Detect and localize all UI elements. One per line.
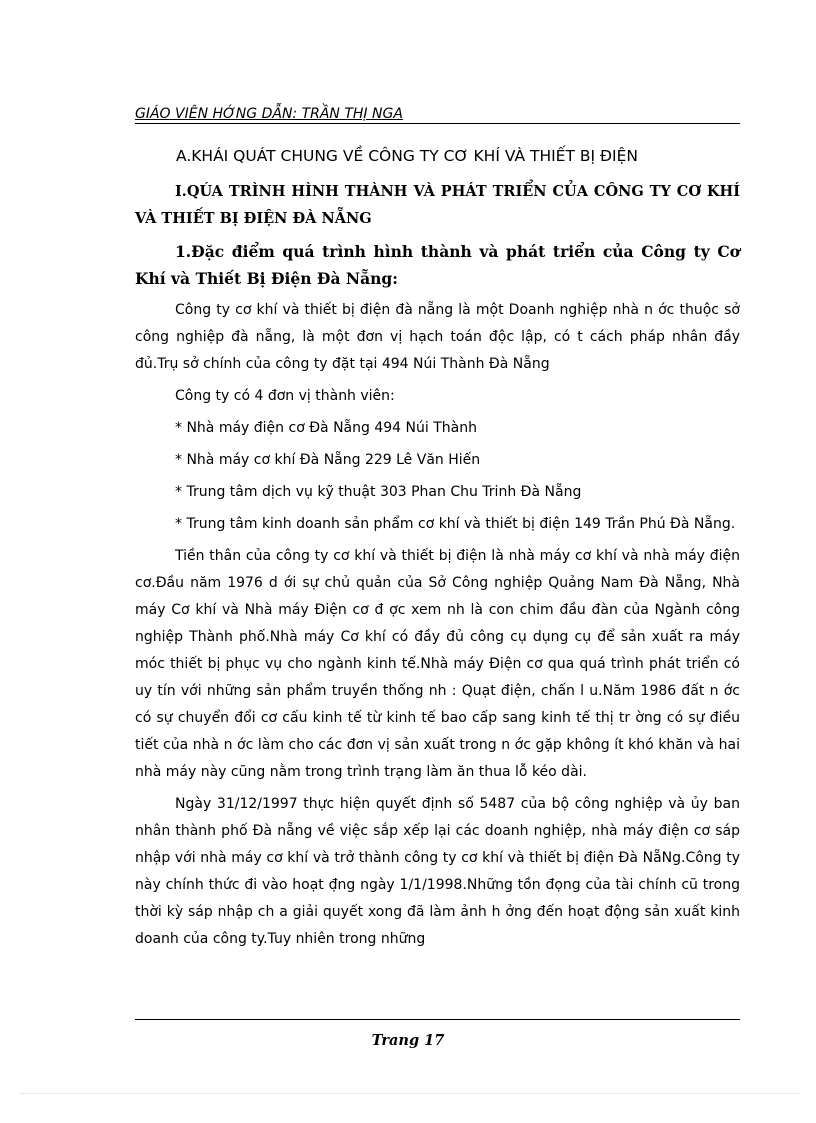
- list-item-member: * Trung tâm dịch vụ kỹ thuật 303 Phan Chu Trinh Đà Nẵng: [175, 484, 582, 500]
- list-item-member: * Nhà máy cơ khí Đà Nẵng 229 Lê Văn Hiến: [175, 452, 481, 468]
- paragraph-history: Tiền thân của công ty cơ khí và thiết bị điện là nhà máy cơ khí và nhà máy điện cơ.Đầu năm 1976 d ới sự chủ quản của Sở Công nghiệp Quảng Nam Đà Nẵng, Nhà máy Cơ khí và Nhà máy Điện cơ đ ợc xem nh là con chim đầu đàn của Ngành công nghiệp Thành phố.Nhà máy Cơ khí có đầy đủ công cụ dụng cụ để sản xuất ra máy móc thiết bị phục vụ cho ngành kinh tế.Nhà máy Điện cơ qua quá trình phát triển có uy tín với những sản phẩm truyền thống nh : Quạt điện, chấn l u.Năm 1986 đất n ớc có sự chuyển đổi cơ cấu kinh tế từ kinh tế bao cấp sang kinh tế thị tr ờng có sự điều tiết của nhà n ớc làm cho các đơn vị sản xuất trong n ớc gặp không ít khó khăn và hai nhà máy này cũng nằm trong trình trạng làm ăn thua lỗ kéo dài.: [135, 548, 740, 780]
- section-heading-a: A.KHÁI QUÁT CHUNG VỀ CÔNG TY CƠ KHÍ VÀ THIẾT BỊ ĐIỆN: [176, 147, 638, 165]
- paragraph-merger: Ngày 31/12/1997 thực hiện quyết định số 5487 của bộ công nghiệp và ủy ban nhân thành phố Đà nẵng về việc sắp xếp lại các doanh nghiệp, nhà máy điện cơ sáp nhập với nhà máy cơ khí và trở thành công ty cơ khí và thiết bị điện Đà NẵNg.Công ty này chính thức đi vào hoạt đ̣ng ngày 1/1/1998.Những tồn đọng của tài chính cũ trong thời kỳ sáp nhập ch a giải quyết xong đã làm ảnh h ởng đến hoạt động sản xuất kinh doanh của công ty.Tuy nhiên trong những: [135, 796, 740, 947]
- page-number: Trang 17: [371, 1032, 445, 1049]
- paragraph-members-intro: Công ty có 4 đơn vị thành viên:: [175, 388, 395, 404]
- page-header-text: GIÁO VIÊN HỚNG DẪN: TRẦN THỊ NGA: [135, 106, 403, 122]
- list-item-member: * Trung tâm kinh doanh sản phẩm cơ khí và thiết bị điện 149 Trần Phú Đà Nẵng.: [175, 516, 736, 532]
- list-item-member: * Nhà máy điện cơ Đà Nẵng 494 Núi Thành: [175, 420, 477, 436]
- subsection-heading-1: 1.Đặc điểm quá trình hình thành và phát triển của Công ty Cơ Khí và Thiết Bị Điện Đà Nẵng:: [135, 242, 740, 288]
- footer-divider: [135, 1019, 740, 1020]
- page-header: [135, 106, 740, 124]
- document-body: [135, 178, 740, 958]
- page-bottom-border: [20, 1093, 800, 1094]
- paragraph-intro: Công ty cơ khí và thiết bị điện đà nẵng là một Doanh nghiệp nhà n ớc thuộc sở công nghiệp đà nẵng, là một đơn vị hạch toán độc lập, có t cách pháp nhân đầy đủ.Trụ sở chính của công ty đặt tại 494 Núi Thành Đà Nẵng: [135, 302, 740, 372]
- section-heading-1: I.QÚA TRÌNH HÌNH THÀNH VÀ PHÁT TRIỂN CỦA CÔNG TY CƠ KHÍ VÀ THIẾT BỊ ĐIỆN ĐÀ NẴNG: [135, 183, 740, 227]
